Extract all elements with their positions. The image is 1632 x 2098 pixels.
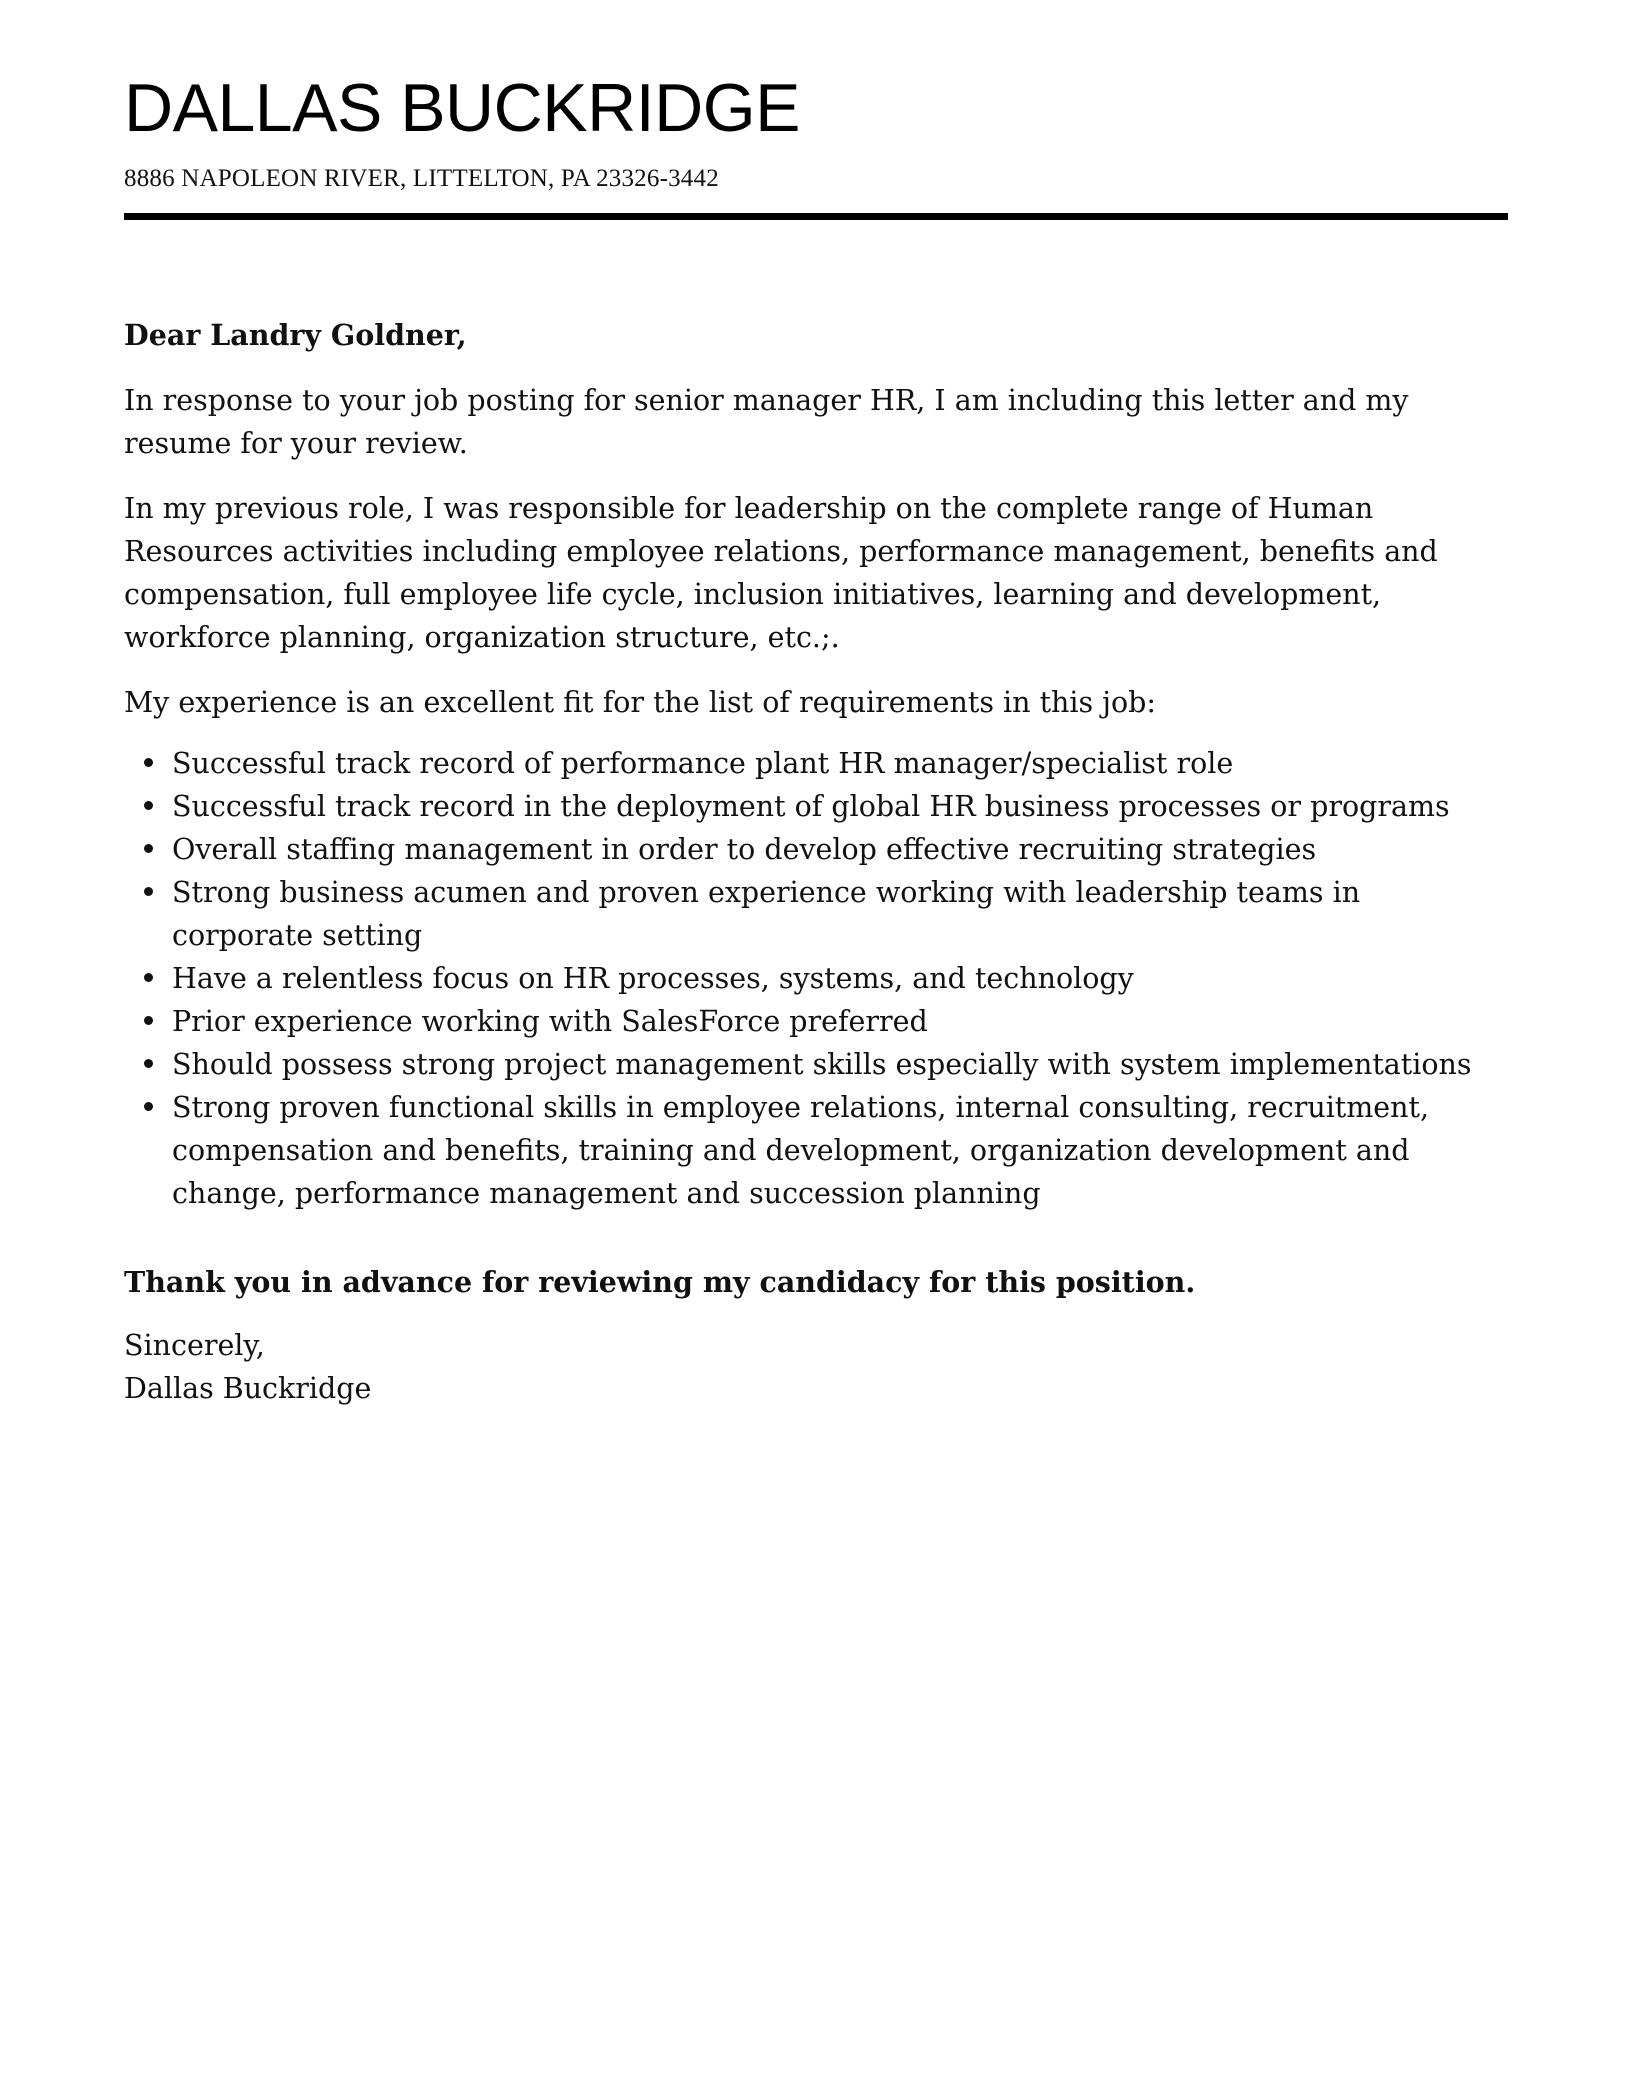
- bullet-icon: [144, 1059, 153, 1068]
- letter-header: [124, 0, 1508, 220]
- applicant-name: DALLAS BUCKRIDGE: [124, 70, 800, 146]
- bullet-icon: [144, 1102, 153, 1111]
- applicant-address: 8886 NAPOLEON RIVER, LITTELTON, PA 23326-3442: [124, 165, 719, 192]
- list-item: [124, 828, 1508, 871]
- salutation: Dear Landry Goldner,: [124, 318, 467, 352]
- bullet-icon: [144, 973, 153, 982]
- list-item-text: Successful track record in the deployment of global HR business processes or programs: [172, 790, 1450, 823]
- letter-body: [124, 314, 1508, 1410]
- bullet-icon: [144, 844, 153, 853]
- signoff-block: [124, 1324, 1508, 1410]
- header-divider: [124, 213, 1508, 220]
- valediction: Sincerely,: [124, 1329, 265, 1362]
- requirements-list: [124, 742, 1508, 1215]
- list-item-text: Prior experience working with SalesForce preferred: [172, 1005, 928, 1038]
- experience-paragraph: In my previous role, I was responsible for leadership on the complete range of Human Resources activities including employee relations, performance management, benefits and compensation, full employee life cycle, inclusion initiatives, learning and development, workforce planning, organization structure, etc.;.: [124, 492, 1438, 654]
- intro-paragraph: In response to your job posting for senior manager HR, I am including this letter and my resume for your review.: [124, 384, 1409, 460]
- bullet-icon: [144, 887, 153, 896]
- list-item-text: Have a relentless focus on HR processes, systems, and technology: [172, 962, 1134, 995]
- closing-statement: Thank you in advance for reviewing my candidacy for this position.: [124, 1265, 1196, 1299]
- list-item-text: Strong business acumen and proven experience working with leadership teams in corporate setting: [172, 876, 1361, 952]
- list-item: [124, 1043, 1508, 1086]
- bullet-icon: [144, 801, 153, 810]
- list-item: [124, 785, 1508, 828]
- list-item-text: Should possess strong project management skills especially with system implementations: [172, 1048, 1472, 1081]
- requirements-intro: My experience is an excellent fit for the list of requirements in this job:: [124, 686, 1157, 719]
- list-item: [124, 957, 1508, 1000]
- list-item-text: Successful track record of performance plant HR manager/specialist role: [172, 747, 1234, 780]
- list-item: [124, 871, 1508, 957]
- list-item: [124, 742, 1508, 785]
- list-item: [124, 1086, 1508, 1215]
- signature-name: Dallas Buckridge: [124, 1372, 372, 1405]
- list-item-text: Strong proven functional skills in employee relations, internal consulting, recruitment, compensation and benefits, training and development, organization development and change, performance management and succession planning: [172, 1091, 1430, 1210]
- list-item: [124, 1000, 1508, 1043]
- list-item-text: Overall staffing management in order to develop effective recruiting strategies: [172, 833, 1317, 866]
- bullet-icon: [144, 758, 153, 767]
- bullet-icon: [144, 1016, 153, 1025]
